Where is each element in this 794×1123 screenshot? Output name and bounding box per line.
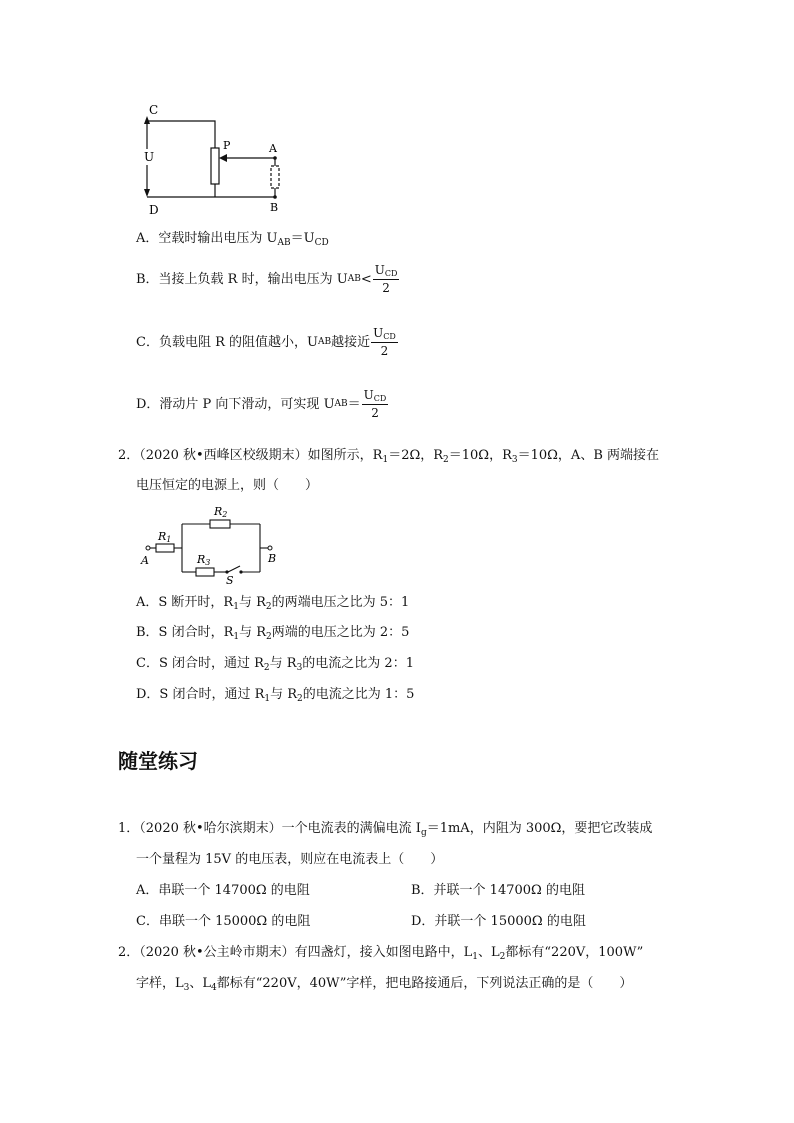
p1-option-b[interactable]: B．并联一个 14700Ω 的电阻	[411, 883, 585, 898]
label-p: P	[223, 139, 231, 152]
p1-option-a[interactable]: A．串联一个 14700Ω 的电阻	[136, 883, 310, 898]
label-d: D	[149, 203, 159, 217]
p1-stem-line2: 一个量程为 15V 的电压表，则应在电流表上（ ）	[136, 852, 444, 867]
fraction-ucd-over-2: $\frac{U_{CD}}{2}$	[374, 263, 398, 295]
fig-label-r3: R3	[197, 553, 211, 567]
p2-stem-line2: 字样，$L_3$、$L_4$都标有“220V，40W”字样，把电路接通后，下列说法正确的是（ ）	[136, 976, 633, 993]
q2-option-b[interactable]: B．S 闭合时，$R_1$与 $R_2$两端的电压之比为 2：5	[136, 625, 410, 642]
fig-label-r1: R1	[158, 530, 172, 544]
q1-option-a[interactable]: A．空载时输出电压为 $U_{AB}=U_{CD}$	[136, 231, 329, 248]
q1-option-d[interactable]: D．滑动片 P 向下滑动，可实现 U AB ＝ $\frac{U_{CD}}{2}$	[136, 388, 387, 420]
p2-stem-line1: 2．（2020 秋•公主岭市期末）有四盏灯，接入如图电路中，$L_1$、$L_2$都标有“220V，100W”	[118, 945, 644, 962]
q2-option-c[interactable]: C．S 闭合时，通过 $R_2$与 $R_3$的电流之比为 2：1	[136, 656, 414, 673]
q2-option-d[interactable]: D．S 闭合时，通过 $R_1$与 $R_2$的电流之比为 1：5	[136, 687, 415, 704]
p1-option-d[interactable]: D．并联一个 15000Ω 的电阻	[411, 914, 586, 929]
label-b: B	[270, 201, 279, 214]
resistor-switch-circuit-diagram	[136, 500, 286, 585]
label-c: C	[149, 103, 159, 117]
q2-stem-line1: 2．（2020 秋•西峰区校级期末）如图所示，$R_1=2\Omega$，$R_2=10\Omega$，$R_3=10\Omega$，A、B 两端接在	[118, 448, 660, 465]
q2-option-a[interactable]: A．S 断开时，$R_1$与 $R_2$的两端电压之比为 5：1	[136, 595, 410, 612]
fig-label-r2: R2	[214, 505, 228, 519]
p1-stem-line1: 1．（2020 秋•哈尔滨期末）一个电流表的满偏电流 $I_g=1mA$，内阻为 300Ω，要把它改装成	[118, 821, 653, 838]
potentiometer-circuit-diagram	[135, 100, 295, 220]
fraction-ucd-over-2: $\frac{U_{CD}}{2}$	[373, 326, 396, 358]
q2-stem-line2: 电压恒定的电源上，则（ ）	[136, 478, 319, 493]
label-a: A	[269, 142, 277, 155]
q1-option-b[interactable]: B．当接上负载 R 时，输出电压为 U AB < $\frac{U_{CD}}{2}$	[136, 263, 398, 295]
fig-label-a: A	[141, 554, 149, 567]
fig-label-b: B	[268, 552, 277, 565]
fig-label-s: S	[226, 574, 234, 585]
label-u: U	[144, 150, 155, 164]
p1-option-c[interactable]: C．串联一个 15000Ω 的电阻	[136, 914, 311, 929]
q1-option-c[interactable]: C．负载电阻 R 的阻值越小，U AB 越接近 $\frac{U_{CD}}{2}$	[136, 326, 396, 358]
section-title: 随堂练习	[118, 749, 198, 773]
fraction-ucd-over-2: $\frac{U_{CD}}{2}$	[363, 388, 387, 420]
